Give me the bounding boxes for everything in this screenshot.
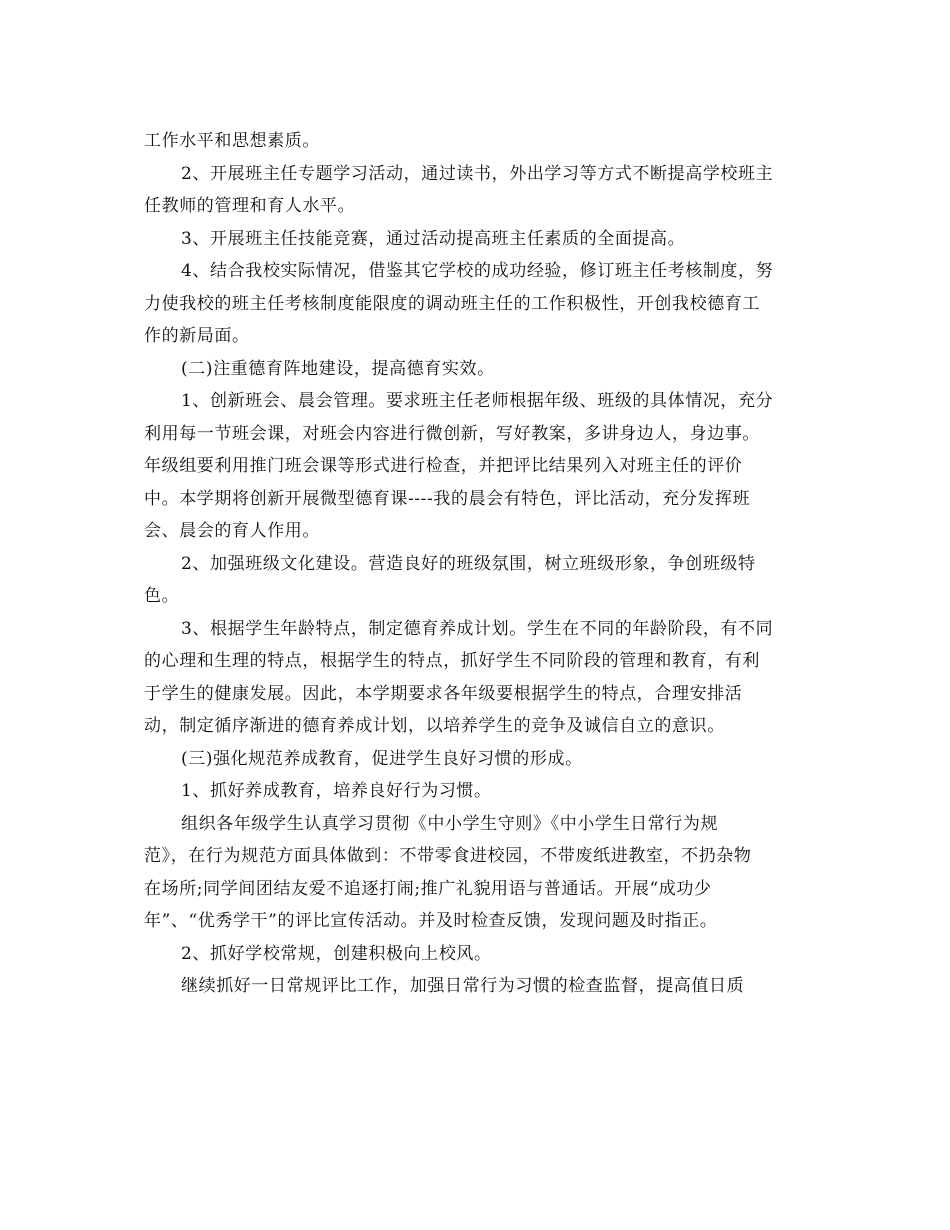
text-line: 3、根据学生年龄特点，制定德育养成计划。学生在不同的年龄阶段，有不同 [181, 618, 774, 639]
text-line: 年级组要利用推门班会课等形式进行检查，并把评比结果列入对班主任的评价 [144, 456, 743, 476]
text-line: 2、开展班主任专题学习活动，通过读书，外出学习等方式不断提高学校班主 [181, 163, 774, 184]
text-line: 年”、“优秀学干”的评比宣传活动。并及时检查反馈，发现问题及时指正。 [144, 911, 718, 931]
text-line: 任教师的管理和育人水平。 [144, 196, 356, 216]
text-line: 动，制定循序渐进的德育养成计划，以培养学生的竞争及诚信自立的意识。 [144, 716, 725, 736]
text-line: 作的新局面。 [144, 326, 250, 346]
section-heading: (三)强化规范养成教育，促进学生良好习惯的形成。 [181, 748, 583, 769]
text-line: 利用每一节班会课，对班会内容进行微创新，写好教案，多讲身边人，身边事。 [144, 423, 760, 444]
text-line: 组织各年级学生认真学习贯彻《中小学生守则》《中小学生日常行为规 [181, 813, 719, 834]
text-line: 力使我校的班主任考核制度能限度的调动班主任的工作积极性，开创我校德育工 [144, 293, 760, 314]
section-heading: (二)注重德育阵地建设，提高德育实效。 [181, 358, 495, 379]
text-line: 在场所;同学间团结友爱不追逐打闹;推广礼貌用语与普通话。开展“成功少 [144, 878, 712, 899]
text-line: 色。 [144, 586, 180, 606]
text-line: 中。本学期将创新开展微型德育课----我的晨会有特色，评比活动，充分发挥班 [144, 488, 751, 509]
text-line: 继续抓好一日常规评比工作，加强日常行为习惯的检查监督，提高值日质 [181, 976, 745, 996]
text-line: 1、创新班会、晨会管理。要求班主任老师根据年级、班级的具体情况，充分 [181, 391, 774, 411]
text-line: 的心理和生理的特点，根据学生的特点，抓好学生不同阶段的管理和教育，有利 [144, 651, 760, 671]
text-line: 2、加强班级文化建设。营造良好的班级氛围，树立班级形象，争创班级特 [181, 553, 756, 574]
text-line: 1、抓好养成教育，培养良好行为习惯。 [181, 781, 492, 801]
text-line: 会、晨会的育人作用。 [144, 521, 320, 541]
text-line: 4、结合我校实际情况，借鉴其它学校的成功经验，修订班主任考核制度，努 [181, 261, 774, 281]
text-line: 工作水平和思想素质。 [144, 131, 320, 151]
document-body [144, 125, 809, 1003]
text-line: 2、抓好学校常规，创建积极向上校风。 [181, 943, 492, 964]
text-line: 范》，在行为规范方面具体做到：不带零食进校园，不带废纸进教室，不扔杂物 [144, 846, 752, 866]
text-line: 于学生的健康发展。因此，本学期要求各年级要根据学生的特点，合理安排活 [144, 683, 743, 704]
text-line: 3、开展班主任技能竞赛，通过活动提高班主任素质的全面提高。 [181, 228, 686, 249]
